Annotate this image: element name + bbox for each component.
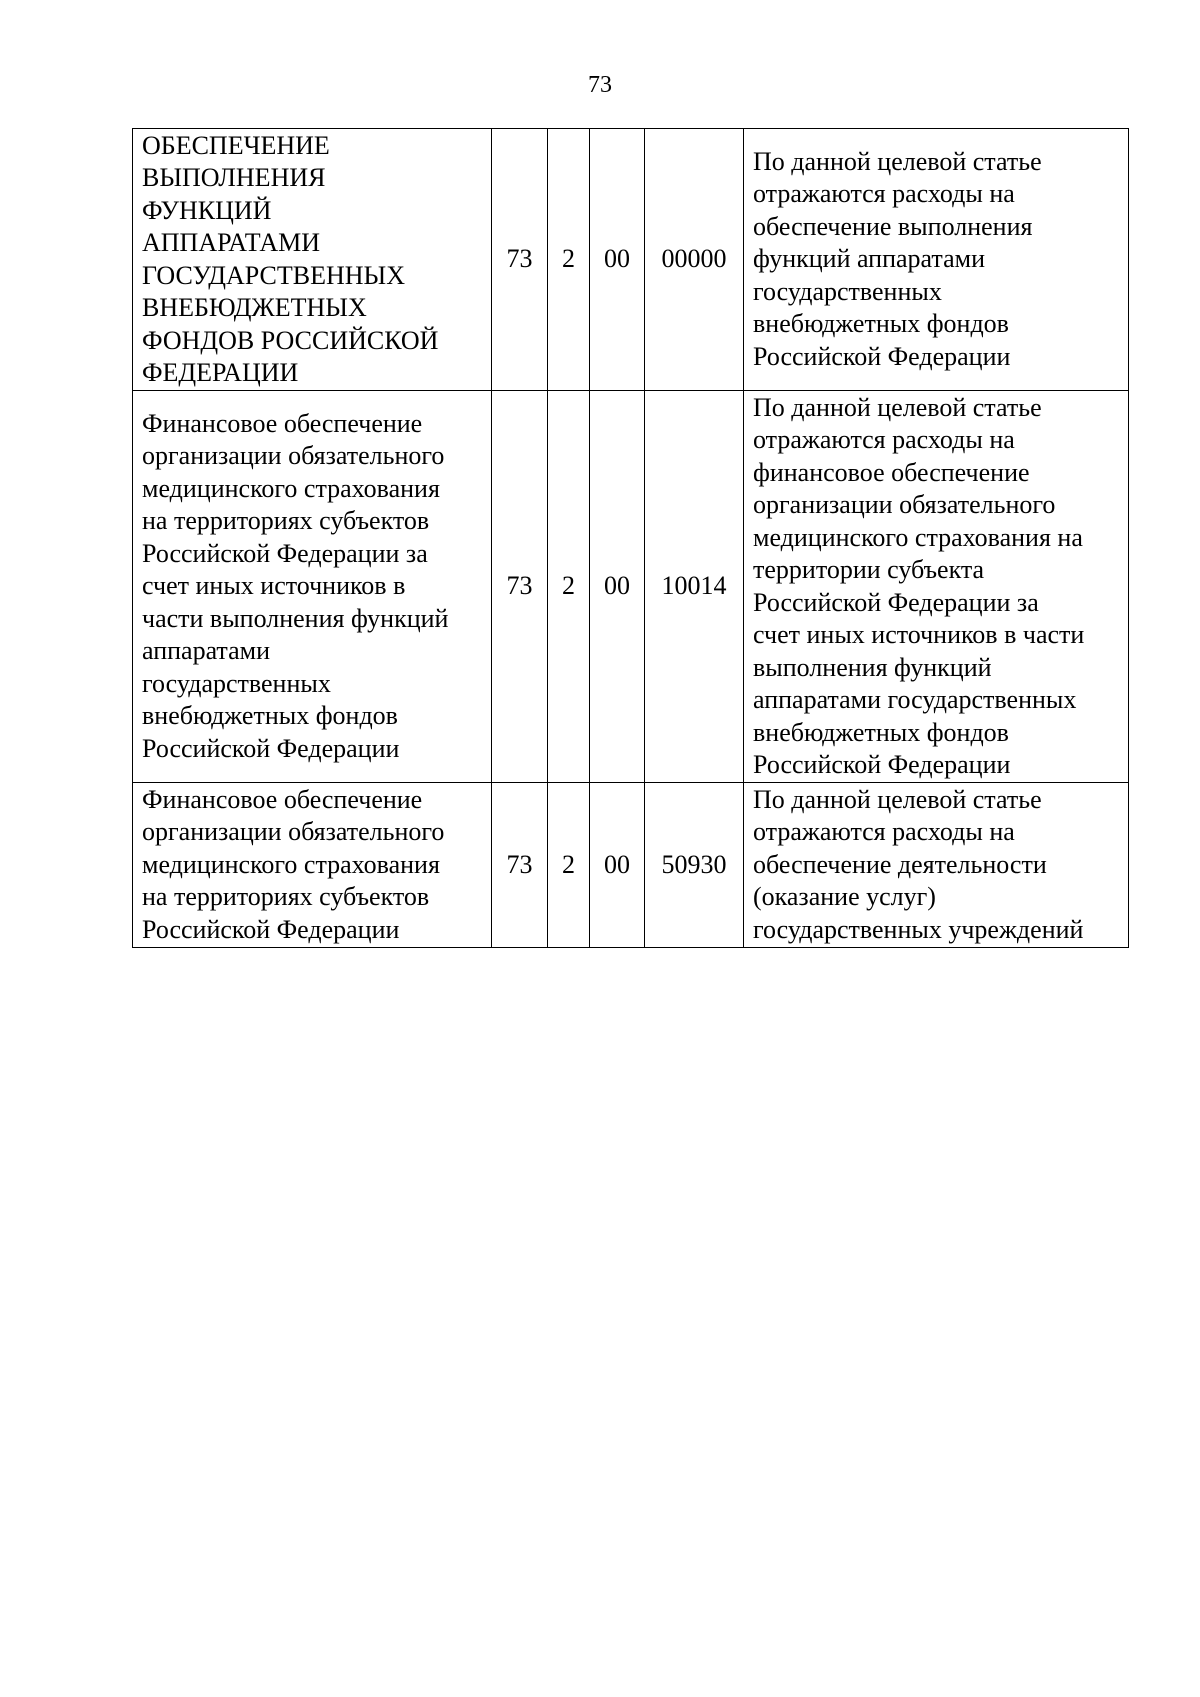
description-line: организации обязательного xyxy=(753,490,1056,519)
expense-name-line: ВЫПОЛНЕНИЯ xyxy=(142,163,326,192)
code-direction-cell: 10014 xyxy=(645,391,744,783)
expense-name-line: Финансовое обеспечение xyxy=(142,408,423,438)
expense-name-line: государственных xyxy=(142,668,331,698)
description-line: внебюджетных фондов xyxy=(753,309,1009,339)
description-cell xyxy=(744,391,1129,783)
description-line: финансовое обеспечение xyxy=(753,457,1030,487)
description-line: Российской Федерации xyxy=(753,341,1011,371)
description-line: медицинского страхования на xyxy=(753,522,1083,552)
expense-name-line: ФОНДОВ РОССИЙСКОЙ xyxy=(142,325,439,355)
description-line: По данной целевой статье xyxy=(753,784,1042,814)
description-line: территории субъекта xyxy=(753,555,985,584)
description-line: (оказание услуг) xyxy=(753,882,936,912)
description-line: По данной целевой статье xyxy=(753,392,1042,422)
table-row xyxy=(133,129,1129,391)
code-direction-cell: 50930 xyxy=(645,783,744,948)
expense-name-cell xyxy=(133,129,492,391)
expense-name-line: Российской Федерации за xyxy=(142,538,428,568)
description-line: государственных учреждений xyxy=(753,914,1084,944)
expense-name-line: Российской Федерации xyxy=(142,733,400,763)
expense-name-line: на территориях субъектов xyxy=(142,882,430,912)
description-line: аппаратами государственных xyxy=(753,685,1077,714)
code-event-cell: 00 xyxy=(590,129,645,391)
code-subprogram-cell: 2 xyxy=(548,129,590,391)
code-event-cell: 00 xyxy=(590,391,645,783)
expense-name-line: внебюджетных фондов xyxy=(142,701,398,731)
code-subprogram-cell: 2 xyxy=(548,783,590,948)
expense-name-line: ОБЕСПЕЧЕНИЕ xyxy=(142,130,330,160)
description-line: отражаются расходы на xyxy=(753,425,1015,454)
expense-name-line: Российской Федерации xyxy=(142,914,400,944)
expense-name-line: Финансовое обеспечение xyxy=(142,784,423,814)
code-subprogram-cell: 2 xyxy=(548,391,590,783)
expense-name-line: организации обязательного xyxy=(142,817,445,847)
description-line: внебюджетных фондов xyxy=(753,717,1009,747)
description-line: обеспечение деятельности xyxy=(753,849,1047,879)
description-line: обеспечение выполнения xyxy=(753,211,1033,241)
description-line: государственных xyxy=(753,276,942,306)
description-line: функций аппаратами xyxy=(753,244,986,274)
expense-name-line: части выполнения функций xyxy=(142,603,449,633)
expense-name-line: счет иных источников в xyxy=(142,571,406,601)
table-row xyxy=(133,783,1129,948)
expense-name-line: аппаратами xyxy=(142,636,271,666)
budget-classification-table xyxy=(132,128,1129,948)
expense-name-line: медицинского страхования xyxy=(142,473,440,503)
description-line: Российской Федерации за xyxy=(753,587,1039,617)
expense-name-line: организации обязательного xyxy=(142,441,445,471)
table-row xyxy=(133,391,1129,783)
code-direction-cell: 00000 xyxy=(645,129,744,391)
expense-name-line: ВНЕБЮДЖЕТНЫХ xyxy=(142,293,367,322)
description-cell xyxy=(744,129,1129,391)
expense-name-cell xyxy=(133,391,492,783)
expense-name-cell xyxy=(133,783,492,948)
description-cell xyxy=(744,783,1129,948)
expense-name-line: на территориях субъектов xyxy=(142,506,430,536)
description-line: Российской Федерации xyxy=(753,750,1011,779)
description-line: выполнения функций xyxy=(753,652,992,682)
description-line: отражаются расходы на xyxy=(753,179,1015,209)
code-event-cell: 00 xyxy=(590,783,645,948)
expense-name-line: ФУНКЦИЙ xyxy=(142,195,272,225)
page-number: 73 xyxy=(588,72,612,98)
code-program-cell: 73 xyxy=(492,783,548,948)
description-line: счет иных источников в части xyxy=(753,620,1085,649)
description-line: По данной целевой статье xyxy=(753,146,1042,176)
code-program-cell: 73 xyxy=(492,129,548,391)
description-line: отражаются расходы на xyxy=(753,817,1015,847)
expense-name-line: АППАРАТАМИ xyxy=(142,228,320,257)
expense-name-line: медицинского страхования xyxy=(142,849,440,879)
code-program-cell: 73 xyxy=(492,391,548,783)
expense-name-line: ФЕДЕРАЦИИ xyxy=(142,358,299,387)
expense-name-line: ГОСУДАРСТВЕННЫХ xyxy=(142,260,405,290)
